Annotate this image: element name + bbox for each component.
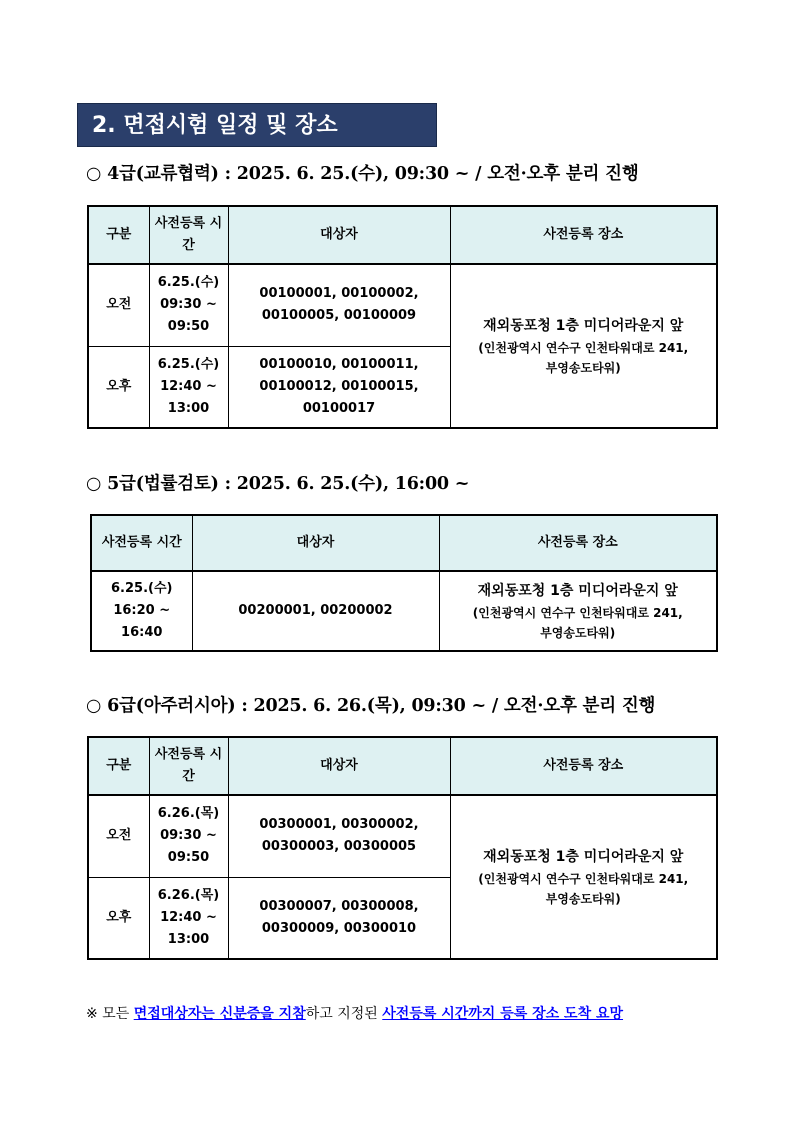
header-cell: 구분 xyxy=(88,206,149,264)
session-cell: 오전 xyxy=(88,264,149,346)
grade4-table xyxy=(87,205,718,429)
notice-highlight-arrival: 사전등록 시간까지 등록 장소 도착 요망 xyxy=(382,1006,624,1022)
grade5-heading xyxy=(86,470,469,495)
grade6-heading xyxy=(86,692,655,717)
section-title: 2. 면접시험 일정 및 장소 xyxy=(77,103,437,147)
bullet-circle: ○ xyxy=(86,164,102,184)
table-header-row xyxy=(88,737,717,795)
header-cell: 사전등록 시간 xyxy=(149,206,228,264)
targets-cell: 00100001, 00100002, 00100005, 00100009 xyxy=(228,264,450,346)
session-cell: 오전 xyxy=(88,795,149,877)
notice-highlight-id: 면접대상자는 신분증을 지참 xyxy=(133,1006,306,1022)
time-cell: 6.26.(목) 12:40 ~ 13:00 xyxy=(149,877,228,959)
grade6-table xyxy=(87,736,718,960)
notice-middle: 하고 지정된 xyxy=(305,1006,383,1022)
header-cell: 사전등록 장소 xyxy=(439,515,717,571)
targets-cell: 00100010, 00100011, 00100012, 00100015, 00100017 xyxy=(228,346,450,428)
location-cell: 재외동포청 1층 미디어라운지 앞 (인천광역시 연수구 인천타워대로 241, 부영송도타워) xyxy=(439,571,717,651)
bullet-circle: ○ xyxy=(86,696,102,716)
location-cell: 재외동포청 1층 미디어라운지 앞 (인천광역시 연수구 인천타워대로 241, 부영송도타워) xyxy=(450,264,717,428)
targets-cell: 00200001, 00200002 xyxy=(192,571,439,651)
notice xyxy=(86,1003,623,1023)
grade6-heading-text: 6급(아주러시아) : 2025. 6. 26.(목), 09:30 ~ / 오전·오후 분리 진행 xyxy=(107,696,656,716)
targets-cell: 00300001, 00300002, 00300003, 00300005 xyxy=(228,795,450,877)
header-cell: 사전등록 시간 xyxy=(91,515,192,571)
time-cell: 6.25.(수) 09:30 ~ 09:50 xyxy=(149,264,228,346)
table-header-row xyxy=(88,206,717,264)
table-header-row xyxy=(91,515,717,571)
table-row xyxy=(88,264,717,346)
table-row xyxy=(88,795,717,877)
grade4-heading xyxy=(86,160,639,185)
grade5-heading-text: 5급(법률검토) : 2025. 6. 25.(수), 16:00 ~ xyxy=(107,474,470,494)
time-cell: 6.25.(수) 12:40 ~ 13:00 xyxy=(149,346,228,428)
header-cell: 사전등록 장소 xyxy=(450,206,717,264)
header-cell: 구분 xyxy=(88,737,149,795)
header-cell: 대상자 xyxy=(228,206,450,264)
header-cell: 대상자 xyxy=(192,515,439,571)
table-row xyxy=(91,571,717,651)
grade4-heading-text: 4급(교류협력) : 2025. 6. 25.(수), 09:30 ~ / 오전·오후 분리 진행 xyxy=(107,164,639,184)
header-cell: 대상자 xyxy=(228,737,450,795)
session-cell: 오후 xyxy=(88,877,149,959)
notice-prefix: ※ 모든 xyxy=(86,1006,134,1022)
header-cell: 사전등록 시간 xyxy=(149,737,228,795)
bullet-circle: ○ xyxy=(86,474,102,494)
time-cell: 6.25.(수) 16:20 ~ 16:40 xyxy=(91,571,192,651)
header-cell: 사전등록 장소 xyxy=(450,737,717,795)
session-cell: 오후 xyxy=(88,346,149,428)
targets-cell: 00300007, 00300008, 00300009, 00300010 xyxy=(228,877,450,959)
time-cell: 6.26.(목) 09:30 ~ 09:50 xyxy=(149,795,228,877)
grade5-table xyxy=(90,514,718,652)
location-cell: 재외동포청 1층 미디어라운지 앞 (인천광역시 연수구 인천타워대로 241, 부영송도타워) xyxy=(450,795,717,959)
